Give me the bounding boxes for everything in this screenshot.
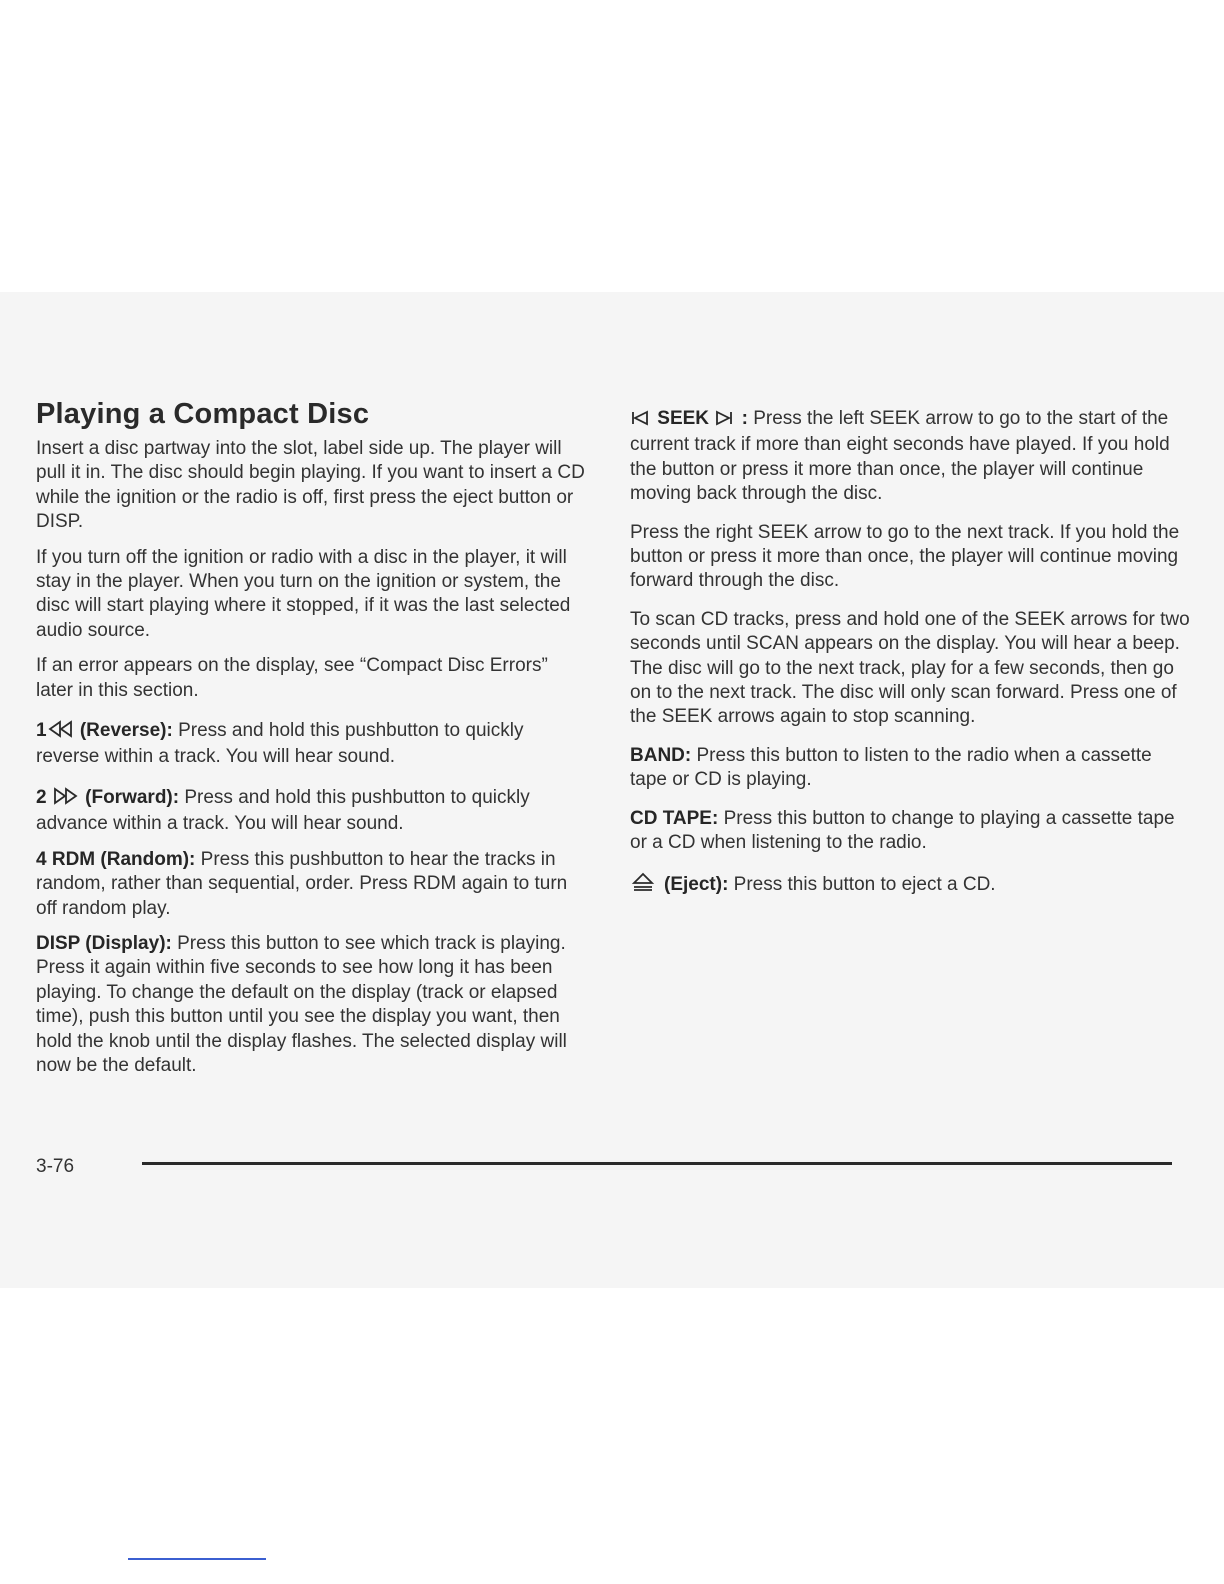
eject-item bbox=[630, 872, 1190, 899]
footer-rule bbox=[142, 1162, 1172, 1165]
manual-page bbox=[0, 292, 1224, 1288]
seek-back-icon bbox=[630, 409, 652, 433]
forward-text: Press and hold this pushbutton to quickly advance within a track. You will hear sound. bbox=[36, 786, 530, 835]
seek-forward-paragraph: Press the right SEEK arrow to go to the next track. If you hold the button or press it more than once, the player will continue moving forward through the disc. bbox=[630, 521, 1180, 592]
scan-paragraph: To scan CD tracks, press and hold one of the SEEK arrows for two seconds until SCAN appears on the display. You will hear a beep. The disc will go to the next track, play for a few seconds, then go on to the next track. The disc will only scan forward. Press one of the SEEK arrows again to stop scanning. bbox=[630, 608, 1190, 728]
eject-term: (Eject): bbox=[664, 873, 729, 895]
band-item bbox=[630, 744, 1190, 793]
forward-number: 2 bbox=[36, 786, 47, 808]
insert-paragraph: Insert a disc partway into the slot, label side up. The player will pull it in. The disc should begin playing. If you want to insert a CD while the ignition or the radio is off, first press the eject button or DISP. bbox=[36, 438, 585, 533]
right-column bbox=[630, 407, 1190, 910]
left-column bbox=[36, 398, 586, 1089]
cdtape-text: Press this button to change to playing a cassette tape or a CD when listening to the radio. bbox=[630, 807, 1175, 854]
band-term: BAND: bbox=[630, 744, 692, 766]
double-right-triangle-icon bbox=[52, 787, 80, 812]
error-paragraph: If an error appears on the display, see “Compact Disc Errors” later in this section. bbox=[36, 655, 548, 701]
seek-item bbox=[630, 407, 1190, 507]
link-underline[interactable] bbox=[128, 1558, 266, 1560]
ignition-paragraph: If you turn off the ignition or radio with a disc in the player, it will stay in the player. When you turn on the ignition or system, the disc will start playing where it stopped, if it was the last selected audio source. bbox=[36, 546, 571, 641]
reverse-number: 1 bbox=[36, 720, 47, 742]
display-text: Press this button to see which track is playing. Press it again within five seconds to see how long it has been playing. To change the default on the display (track or elapsed time), push this button until you see the display you want, then hold the knob until the display flashes. The selected display will now be the default. bbox=[36, 932, 567, 1076]
seek-forward-icon bbox=[714, 409, 736, 433]
reverse-term: (Reverse): bbox=[79, 720, 173, 742]
random-term: 4 RDM (Random): bbox=[36, 848, 196, 870]
page-number: 3-76 bbox=[36, 1156, 75, 1177]
double-left-triangle-icon bbox=[47, 720, 75, 745]
random-text: Press this pushbutton to hear the tracks in random, rather than sequential, order. Press RDM again to turn off random play. bbox=[36, 848, 568, 919]
display-item bbox=[36, 932, 586, 1078]
display-term: DISP (Display): bbox=[36, 932, 172, 954]
seek-colon: : bbox=[736, 408, 748, 429]
eject-icon bbox=[630, 872, 656, 899]
random-item bbox=[36, 848, 586, 921]
seek-text: Press the left SEEK arrow to go to the start of the current track if more than eight seconds have played. If you hold the button or press it more than once, the player will continue moving back through the disc. bbox=[630, 408, 1170, 505]
reverse-text: Press and hold this pushbutton to quickly reverse within a track. You will hear sound. bbox=[36, 720, 524, 768]
forward-term: (Forward): bbox=[85, 786, 180, 808]
band-text: Press this button to listen to the radio when a cassette tape or CD is playing. bbox=[630, 744, 1152, 791]
seek-term: SEEK bbox=[657, 408, 710, 429]
eject-text: Press this button to eject a CD. bbox=[728, 873, 996, 895]
section-title: Playing a Compact Disc bbox=[36, 398, 370, 430]
reverse-item bbox=[36, 719, 586, 770]
cdtape-term: CD TAPE: bbox=[630, 807, 719, 829]
cdtape-item bbox=[630, 807, 1190, 856]
forward-item bbox=[36, 786, 586, 837]
